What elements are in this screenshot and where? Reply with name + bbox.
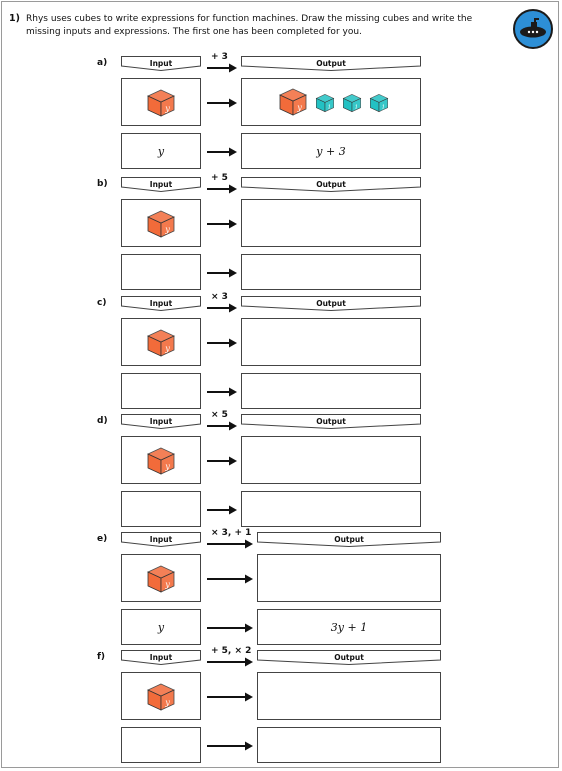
part-b-header-arrow bbox=[207, 184, 237, 194]
part-d-input-expr-box[interactable] bbox=[121, 491, 201, 527]
part-e-expr-arrow bbox=[207, 623, 253, 633]
part-f-operation: + 5, × 2 bbox=[211, 646, 252, 656]
svg-text:y: y bbox=[165, 104, 170, 113]
part-a-output-header bbox=[241, 56, 421, 71]
part-c-output-cube-box[interactable] bbox=[241, 318, 421, 366]
part-b-input-header-label: Input bbox=[149, 180, 173, 189]
part-c-label: c) bbox=[97, 298, 107, 308]
part-c-input-cube bbox=[146, 328, 176, 358]
part-a-input-header bbox=[121, 56, 201, 71]
part-f-input-expr-box[interactable] bbox=[121, 727, 201, 763]
svg-text:1: 1 bbox=[381, 104, 386, 111]
svg-text:1: 1 bbox=[327, 104, 332, 111]
part-b-operation: + 5 bbox=[211, 173, 228, 183]
part-e-header-arrow bbox=[207, 539, 253, 549]
part-a-label: a) bbox=[97, 58, 108, 68]
part-e-input-expr-box[interactable] bbox=[121, 609, 201, 645]
part-b-input-expr-box[interactable] bbox=[121, 254, 201, 290]
question-text: Rhys uses cubes to write expressions for function machines. Draw the missing cubes and write the missing inputs and expressions. The first one has been completed for you. bbox=[26, 14, 473, 37]
part-c-output-header-label: Output bbox=[316, 299, 346, 308]
part-c-input-header-label: Input bbox=[149, 299, 173, 308]
part-a-small-cube-3 bbox=[369, 93, 389, 113]
part-a-small-cube-2 bbox=[342, 93, 362, 113]
part-f-label: f) bbox=[97, 652, 106, 662]
part-e-input-header-label: Input bbox=[149, 535, 173, 544]
part-a-input-expr: y bbox=[157, 144, 165, 158]
part-c-input-expr-box[interactable] bbox=[121, 373, 201, 409]
part-a-operation: + 3 bbox=[211, 52, 228, 62]
part-f-input-header bbox=[121, 650, 201, 665]
question-number: 1) bbox=[9, 13, 20, 24]
part-d-label: d) bbox=[97, 416, 108, 426]
svg-text:1: 1 bbox=[354, 104, 359, 111]
part-a-input-cube bbox=[146, 88, 176, 118]
svg-text:y: y bbox=[165, 344, 170, 353]
part-d-operation: × 5 bbox=[211, 410, 228, 420]
part-c-input-header bbox=[121, 296, 201, 311]
part-b-input-cube bbox=[146, 209, 176, 239]
part-b-expr-arrow bbox=[207, 268, 237, 278]
part-d-output-header bbox=[241, 414, 421, 429]
part-b-output-expr-box[interactable] bbox=[241, 254, 421, 290]
part-e-input-cube bbox=[146, 564, 176, 594]
part-a-expr-arrow bbox=[207, 147, 237, 157]
part-f-output-expr-box[interactable] bbox=[257, 727, 441, 763]
part-a-input-header-label: Input bbox=[149, 59, 173, 68]
part-c-operation: × 3 bbox=[211, 292, 228, 302]
part-a-small-cube-1 bbox=[315, 93, 335, 113]
part-e-label: e) bbox=[97, 534, 108, 544]
part-d-input-header-label: Input bbox=[149, 417, 173, 426]
part-a-output-expr: y + 3 bbox=[316, 144, 346, 158]
svg-text:y: y bbox=[165, 225, 170, 234]
part-b-label: b) bbox=[97, 179, 108, 189]
part-f-input-header-label: Input bbox=[149, 653, 173, 662]
part-e-output-header-label: Output bbox=[334, 535, 364, 544]
part-f-input-cube bbox=[146, 682, 176, 712]
part-a-output-expr-box[interactable] bbox=[241, 133, 421, 169]
part-e-output-expr: 3y + 1 bbox=[330, 620, 368, 634]
part-a-header-arrow bbox=[207, 63, 237, 73]
part-a-output-cube bbox=[278, 87, 308, 117]
part-c-output-header bbox=[241, 296, 421, 311]
svg-text:y: y bbox=[165, 462, 170, 471]
part-e-output-cube-box[interactable] bbox=[257, 554, 441, 602]
part-b-input-header bbox=[121, 177, 201, 192]
part-b-output-cube-box[interactable] bbox=[241, 199, 421, 247]
part-d-output-header-label: Output bbox=[316, 417, 346, 426]
part-c-output-expr-box[interactable] bbox=[241, 373, 421, 409]
part-e-output-expr-box[interactable] bbox=[257, 609, 441, 645]
part-f-expr-arrow bbox=[207, 741, 253, 751]
part-c-cube-arrow bbox=[207, 338, 237, 348]
part-d-cube-arrow bbox=[207, 456, 237, 466]
part-b-output-header bbox=[241, 177, 421, 192]
part-f-header-arrow bbox=[207, 657, 253, 667]
part-b-output-header-label: Output bbox=[316, 180, 346, 189]
svg-text:y: y bbox=[297, 103, 302, 112]
part-f-output-cube-box[interactable] bbox=[257, 672, 441, 720]
part-d-expr-arrow bbox=[207, 505, 237, 515]
part-e-cube-arrow bbox=[207, 574, 253, 584]
part-e-operation: × 3, + 1 bbox=[211, 528, 252, 538]
part-d-header-arrow bbox=[207, 421, 237, 431]
part-f-cube-arrow bbox=[207, 692, 253, 702]
part-d-input-cube bbox=[146, 446, 176, 476]
part-d-output-cube-box[interactable] bbox=[241, 436, 421, 484]
part-e-input-expr: y bbox=[157, 620, 165, 634]
part-b-cube-arrow bbox=[207, 219, 237, 229]
part-a-input-expr-box[interactable] bbox=[121, 133, 201, 169]
part-d-output-expr-box[interactable] bbox=[241, 491, 421, 527]
part-a-output-header-label: Output bbox=[316, 59, 346, 68]
svg-text:y: y bbox=[165, 698, 170, 707]
part-c-expr-arrow bbox=[207, 387, 237, 397]
submarine-icon bbox=[512, 8, 554, 50]
part-d-input-header bbox=[121, 414, 201, 429]
part-c-header-arrow bbox=[207, 303, 237, 313]
part-a-cube-arrow bbox=[207, 98, 237, 108]
svg-text:y: y bbox=[165, 580, 170, 589]
part-e-output-header bbox=[257, 532, 441, 547]
part-f-output-header-label: Output bbox=[334, 653, 364, 662]
part-f-output-header bbox=[257, 650, 441, 665]
part-e-input-header bbox=[121, 532, 201, 547]
